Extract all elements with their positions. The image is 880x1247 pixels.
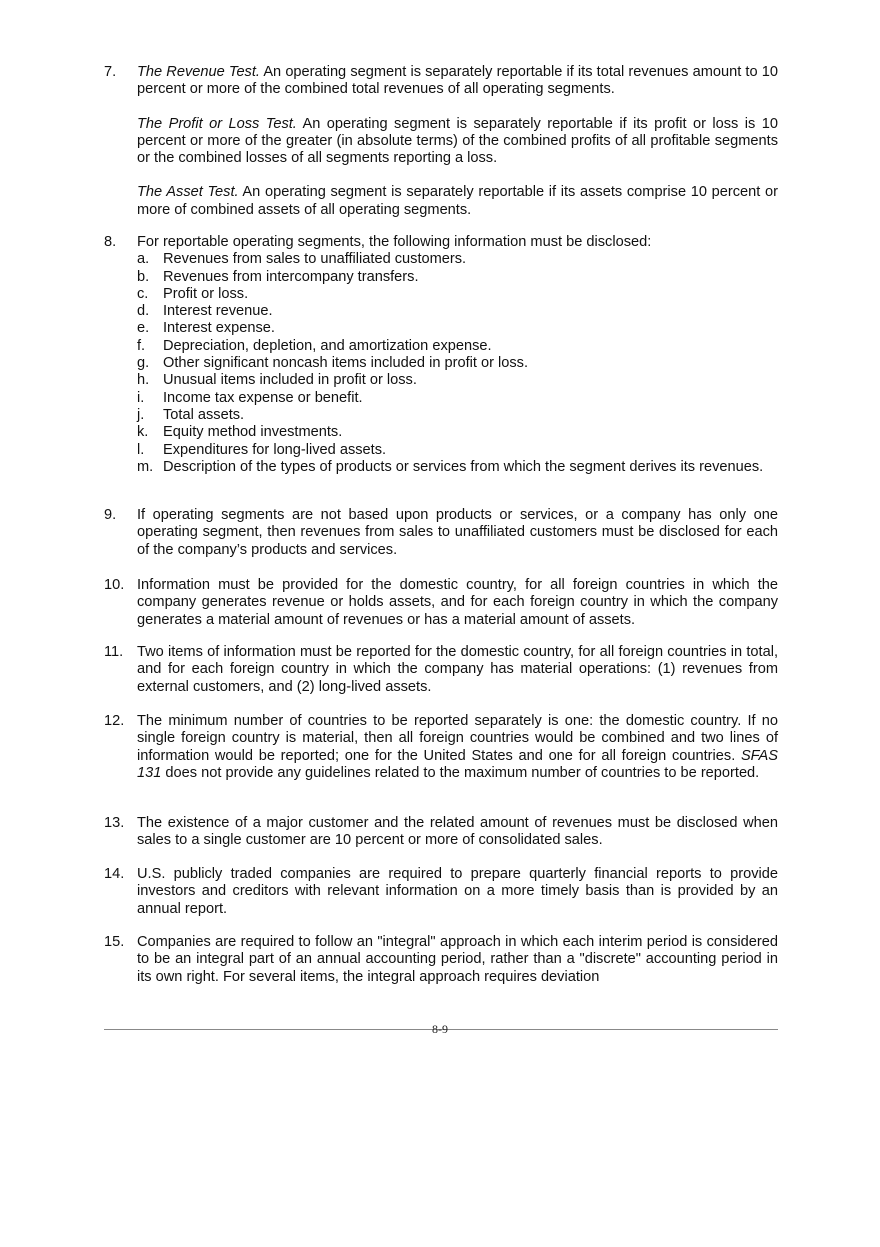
list-letter: b.	[137, 268, 150, 285]
list-letter: i.	[137, 389, 145, 406]
list-item	[137, 459, 778, 476]
item-text: U.S. publicly traded companies are required to prepare quarterly financial reports to provide investors and creditors with relevant information on a more timely basis than is provided by an annual report.	[137, 866, 778, 917]
item-text	[137, 713, 778, 782]
paragraph-title: The Asset Test.	[137, 184, 239, 201]
list-item	[137, 407, 778, 424]
item-13	[104, 815, 778, 850]
list-item	[137, 251, 778, 268]
item-number: 13.	[104, 815, 125, 831]
list-letter: e.	[137, 320, 150, 337]
item-11	[104, 644, 778, 696]
item-text-part: The minimum number of countries to be reported separately is one: the domestic country. If no single foreign country is material, then all foreign countries would be combined and two lines of information would be reported; one for the United States and one for all foreign countries.	[137, 713, 778, 764]
paragraph-text: An operating segment is separately reportable if its total revenues amount to 10 percent or more of the combined total revenues of all operating segments.	[137, 64, 778, 98]
item-text: If operating segments are not based upon products or services, or a company has only one operating segment, then revenues from sales to unaffiliated customers must be disclosed for each of the company’s products and services.	[137, 507, 778, 558]
list-text: Revenues from intercompany transfers.	[163, 268, 419, 285]
paragraph-text: An operating segment is separately reportable if its profit or loss is 10 percent or more of the greater (in absolute terms) of the combined profits of all profitable segments or the combined losses of all segments reporting a loss.	[137, 115, 778, 167]
list-text: Interest expense.	[163, 320, 275, 337]
list-item	[137, 390, 778, 407]
list-item	[137, 355, 778, 372]
asset-test-paragraph	[137, 184, 778, 219]
page-number: 8-9	[432, 1022, 448, 1036]
list-item	[137, 269, 778, 286]
item-text: Two items of information must be reported for the domestic country, for all foreign countries in total, and for each foreign country in which the company has material operations: (1) revenues from external customers, and (2) long-lived assets.	[137, 644, 778, 695]
list-item	[137, 338, 778, 355]
item-12	[104, 713, 778, 782]
list-letter: m.	[137, 458, 154, 475]
list-text: Profit or loss.	[163, 285, 249, 302]
list-letter: h.	[137, 372, 150, 389]
list-text: Total assets.	[163, 406, 245, 423]
list-text: Unusual items included in profit or loss.	[163, 372, 417, 389]
list-letter: a.	[137, 251, 150, 268]
paragraph-text: An operating segment is separately reportable if its assets comprise 10 percent or more of combined assets of all operating segments.	[137, 184, 778, 218]
list-text: Income tax expense or benefit.	[163, 389, 363, 406]
list-letter: d.	[137, 303, 150, 320]
standard-reference: SFAS 131	[137, 747, 778, 781]
list-item	[137, 424, 778, 441]
revenue-test-paragraph	[137, 64, 778, 99]
list-text: Equity method investments.	[163, 424, 343, 441]
item-10	[104, 577, 778, 629]
item-text: Information must be provided for the domestic country, for all foreign countries in which the company generates revenue or holds assets, and for each foreign country in which the company generates a material amount of revenues or has a material amount of assets.	[137, 577, 778, 628]
item-7	[104, 64, 778, 219]
item-number: 14.	[104, 866, 125, 882]
list-letter: k.	[137, 424, 149, 441]
list-letter: l.	[137, 441, 145, 458]
disclosure-list	[137, 251, 778, 476]
list-item	[137, 303, 778, 320]
item-8	[104, 234, 778, 476]
paragraph-title: The Profit or Loss Test.	[137, 115, 297, 132]
profit-loss-test-paragraph	[137, 116, 778, 168]
list-item	[137, 286, 778, 303]
list-letter: f.	[137, 337, 146, 354]
item-number: 8.	[104, 234, 117, 250]
list-text: Expenditures for long-lived assets.	[163, 441, 387, 458]
item-number: 11.	[104, 644, 124, 660]
list-letter: c.	[137, 285, 149, 302]
list-text: Other significant noncash items included in profit or loss.	[163, 355, 529, 372]
item-number: 10.	[104, 577, 125, 593]
item-number: 12.	[104, 713, 125, 729]
item-text: Companies are required to follow an "integral" approach in which each interim period is considered to be an integral part of an annual accounting period, rather than a "discrete" accounting period in its own right. For several items, the integral approach requires deviation	[137, 934, 778, 985]
item-14	[104, 866, 778, 918]
list-item	[137, 372, 778, 389]
list-text: Description of the types of products or services from which the segment derives its revenues.	[163, 458, 764, 475]
list-text: Interest revenue.	[163, 303, 273, 320]
list-text: Depreciation, depletion, and amortization expense.	[163, 337, 492, 354]
list-letter: g.	[137, 355, 150, 372]
paragraph-title: The Revenue Test.	[137, 64, 260, 80]
list-item	[137, 442, 778, 459]
item-15	[104, 934, 778, 986]
item-number: 7.	[104, 64, 117, 80]
item-intro: For reportable operating segments, the following information must be disclosed:	[137, 234, 652, 250]
list-item	[137, 320, 778, 337]
list-text: Revenues from sales to unaffiliated customers.	[163, 251, 467, 268]
list-letter: j.	[137, 406, 145, 423]
item-number: 9.	[104, 507, 117, 523]
item-9	[104, 507, 778, 559]
item-text-part: does not provide any guidelines related to the maximum number of countries to be reported.	[161, 764, 760, 781]
item-text: The existence of a major customer and the related amount of revenues must be disclosed when sales to a single customer are 10 percent or more of consolidated sales.	[137, 815, 778, 849]
item-number: 15.	[104, 934, 125, 950]
